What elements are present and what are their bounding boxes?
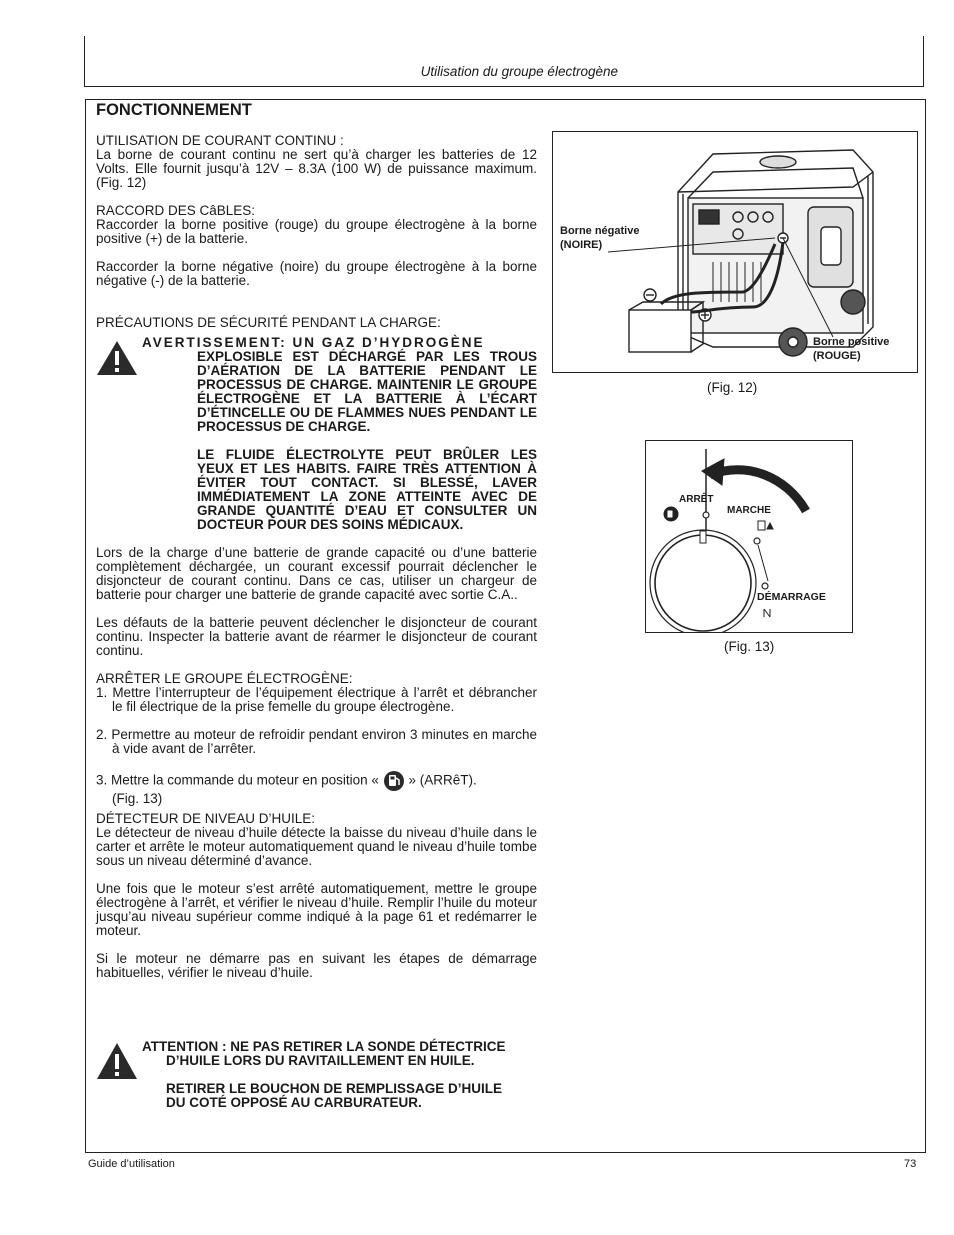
positive-terminal-label [813, 335, 889, 363]
caution-line-2: D’HUILE LORS DU RAVITAILLEMENT EN HUILE. [166, 1053, 475, 1068]
stop-step-3-c: (Fig. 13) [112, 791, 163, 806]
stop-step-2: 2. Permettre au moteur de refroidir pendant environ 3 minutes en marche à vide avant de l’arrêter. [96, 727, 537, 756]
figure-12 [552, 131, 918, 373]
caution-line-1: ATTENTION : NE PAS RETIRER LA SONDE DÉTECTRICE [142, 1039, 506, 1054]
hydrogen-warning [96, 336, 537, 532]
cables-heading: RACCORD DES CâBLES: [96, 203, 256, 218]
stop-step-3 [96, 770, 537, 806]
figure-13 [645, 440, 853, 633]
warning-triangle-icon [96, 1042, 138, 1080]
oil-paragraph-1: Le détecteur de niveau d’huile détecte la baisse du niveau d’huile dans le carter et arrête le moteur automatiquement quand le niveau d’huile tombe sous un niveau déterminé d’avance. [96, 825, 537, 868]
negative-terminal-label [560, 224, 639, 252]
footer-guide-title: Guide d’utilisation [88, 1158, 175, 1170]
switch-label-arret: ARRÊT [679, 494, 714, 505]
header-rule [84, 86, 924, 87]
dc-heading: UTILISATION DE COURANT CONTINU : [96, 133, 344, 148]
warning-body: EXPLOSIBLE EST DÉCHARGÉ PAR LES TROUS D’AÉRATION DE LA BATTERIE PENDANT LE PROCESSUS DE CHARGE. MAINTENIR LE GROUPE ÉLECTROGÈNE ET LA BATTERIE À L’ÉCART D’ÉTINCELLE OU DE FLAMMES NUES PENDANT LE PROCESSUS DE CHARGE. [197, 349, 537, 434]
positive-terminal-label-2: (ROUGE) [813, 350, 861, 362]
warning-triangle-icon [96, 340, 138, 376]
running-header: Utilisation du groupe électrogène [420, 64, 618, 79]
dc-text: La borne de courant continu ne sert qu’à charger les batteries de 12 Volts. Elle fournit jusqu’à 12V – 8.3A (100 W) de puissance maximum. (Fig. 12) [96, 147, 537, 190]
cables-text-positive: Raccorder la borne positive (rouge) du groupe électrogène à la borne positive (+) de la batterie. [96, 217, 537, 246]
stop-step-3-a: 3. Mettre la commande du moteur en position « [96, 772, 379, 788]
oil-paragraph-2: Une fois que le moteur s’est arrêté automatiquement, mettre le groupe électrogène à l’arrêt, et vérifier le niveau d’huile. Remplir l’huile du moteur jusqu’au niveau supérieur comme indiqué à la page 61 et redémarrer le moteur. [96, 881, 537, 938]
switch-label-demarrage: DÉMARRAGE [757, 591, 826, 603]
cables-text-negative: Raccorder la borne négative (noire) du groupe électrogène à la borne négative (-) de la batterie. [96, 259, 537, 288]
safety-heading: PRÉCAUTIONS DE SÉCURITÉ PENDANT LA CHARGE: [96, 315, 441, 330]
switch-label-marche: MARCHE [727, 505, 771, 516]
caution-block [96, 1040, 552, 1110]
warning-lead: AVERTISSEMENT: UN GAZ D’HYDROGÈNE [142, 335, 485, 350]
stop-steps [96, 686, 537, 806]
breaker-paragraph: Les défauts de la batterie peuvent déclencher le disjoncteur de courant continu. Inspecter la batterie avant de réarmer le disjoncteur de courant continu. [96, 615, 537, 658]
negative-terminal-label-1: Borne négative [560, 225, 640, 237]
electrolyte-warning: LE FLUIDE ÉLECTROLYTE PEUT BRÛLER LES YEUX ET LES HABITS. FAIRE TRÈS ATTENTION À ÉVITER TOUT CONTACT. SI BLESSÉ, LAVER IMMÉDIATEMENT LA ZONE ATTEINTE AVEC DE GRANDE QUANTITÉ D’EAU ET CONSULTER UN DOCTEUR POUR DES SOINS MÉDICAUX. [197, 447, 537, 532]
negative-terminal-label-2: (NOIRE) [560, 239, 603, 251]
figure-13-caption: (Fig. 13) [724, 639, 775, 654]
stop-heading: ARRÊTER LE GROUPE ÉLECTROGÈNE: [96, 671, 353, 686]
charge-paragraph: Lors de la charge d’une batterie de grande capacité ou d’une batterie complètement déchargée, un courant excessif pourrait déclencher le disjoncteur de courant continu. Dans ce cas, utiliser un chargeur de batterie pour charger une batterie de grande capacité avec sortie C.A.. [96, 545, 537, 602]
caution-line-3: RETIRER LE BOUCHON DE REMPLISSAGE D’HUILE [166, 1081, 503, 1096]
caution-line-4: DU COTÉ OPPOSÉ AU CARBURATEUR. [166, 1095, 422, 1110]
stop-step-3-b: » (ARRêT). [408, 772, 477, 788]
stop-step-1: 1. Mettre l’interrupteur de l’équipement électrique à l’arrêt et débrancher le fil électrique de la prise femelle du groupe électrogène. [96, 685, 537, 714]
fuel-off-icon [383, 770, 405, 792]
figure-12-caption: (Fig. 12) [707, 380, 758, 395]
oil-heading: DÉTECTEUR DE NIVEAU D’HUILE: [96, 811, 316, 826]
page-number: 73 [904, 1158, 917, 1170]
left-column [96, 101, 537, 980]
positive-terminal-label-1: Borne positive [813, 336, 890, 348]
section-title: FONCTIONNEMENT [96, 101, 252, 119]
oil-paragraph-3: Si le moteur ne démarre pas en suivant les étapes de démarrage habituelles, vérifier le niveau d’huile. [96, 951, 537, 980]
header-right-rule [923, 36, 924, 86]
